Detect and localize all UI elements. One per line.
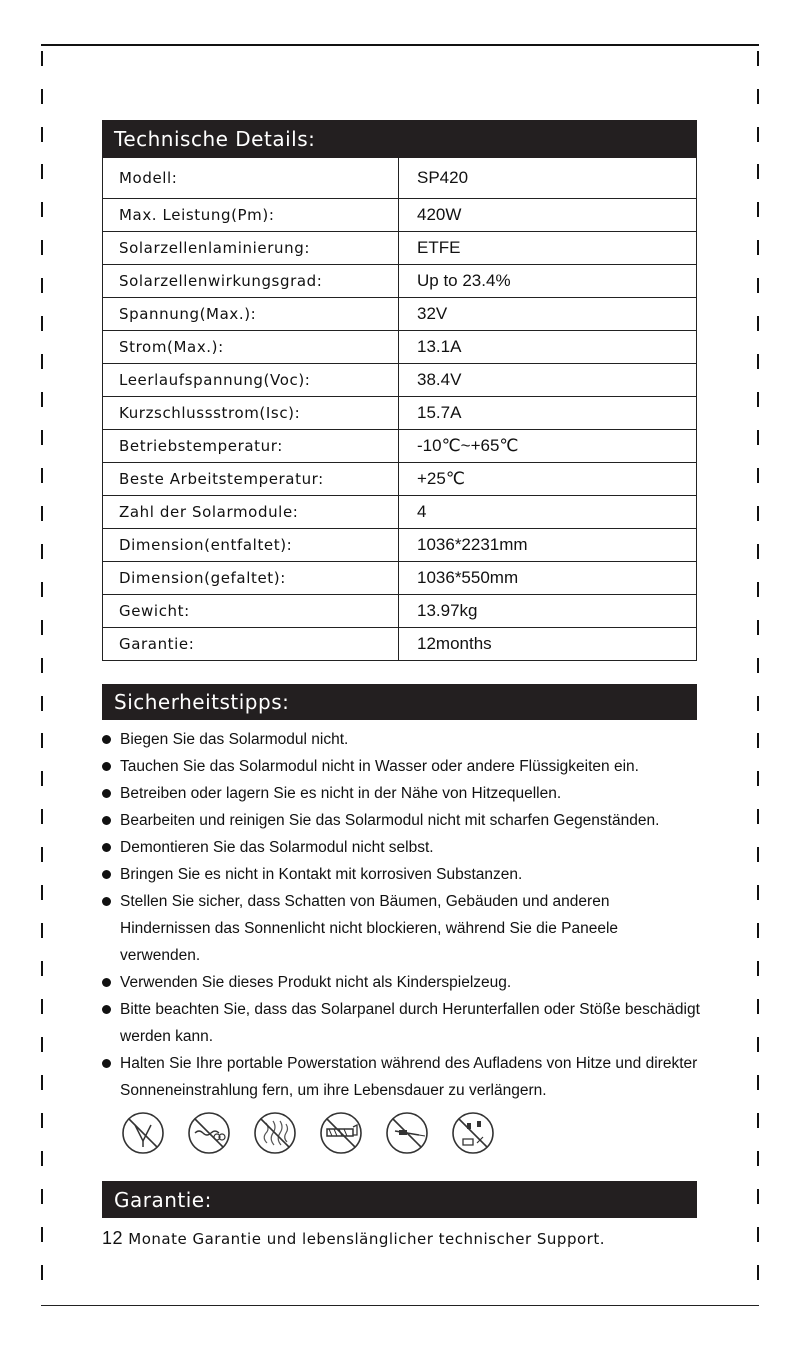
spec-value: Up to 23.4% bbox=[399, 265, 697, 298]
spec-label: Dimension(gefaltet): bbox=[103, 562, 399, 595]
spec-value: 13.1A bbox=[399, 331, 697, 364]
spec-label: Beste Arbeitstemperatur: bbox=[103, 463, 399, 496]
spec-table bbox=[102, 158, 697, 661]
margin-tick bbox=[41, 89, 43, 104]
safety-tips-header bbox=[102, 684, 697, 720]
spec-value: 12months bbox=[399, 628, 697, 661]
spec-value: 38.4V bbox=[399, 364, 697, 397]
margin-tick bbox=[757, 885, 759, 900]
safety-tips-title: Sicherheitstipps: bbox=[114, 690, 290, 714]
margin-tick bbox=[757, 278, 759, 293]
margin-tick bbox=[757, 316, 759, 331]
spec-row bbox=[103, 562, 697, 595]
spec-value: 4 bbox=[399, 496, 697, 529]
safety-tip-item: Demontieren Sie das Solarmodul nicht selbst. bbox=[102, 834, 702, 861]
spec-row bbox=[103, 265, 697, 298]
margin-tick bbox=[757, 164, 759, 179]
margin-tick bbox=[757, 1189, 759, 1204]
spec-row bbox=[103, 199, 697, 232]
margin-tick bbox=[41, 885, 43, 900]
margin-tick bbox=[41, 1265, 43, 1280]
margin-tick bbox=[41, 316, 43, 331]
margin-tick bbox=[757, 658, 759, 673]
margin-tick bbox=[757, 1151, 759, 1166]
margin-tick bbox=[757, 961, 759, 976]
spec-label: Kurzschlussstrom(Isc): bbox=[103, 397, 399, 430]
technical-details-title: Technische Details: bbox=[114, 127, 316, 151]
no-disassembly-icon bbox=[385, 1111, 429, 1155]
top-rule bbox=[41, 44, 759, 46]
spec-value: SP420 bbox=[399, 158, 697, 199]
spec-row bbox=[103, 158, 697, 199]
margin-tick bbox=[757, 51, 759, 66]
safety-tips-list bbox=[102, 726, 702, 1104]
spec-row bbox=[103, 397, 697, 430]
margin-tick bbox=[41, 847, 43, 862]
spec-label: Solarzellenlaminierung: bbox=[103, 232, 399, 265]
spec-row bbox=[103, 430, 697, 463]
margin-tick bbox=[757, 1227, 759, 1242]
margin-tick bbox=[757, 1075, 759, 1090]
spec-row bbox=[103, 298, 697, 331]
margin-tick bbox=[41, 1189, 43, 1204]
spec-value: 13.97kg bbox=[399, 595, 697, 628]
margin-tick bbox=[41, 127, 43, 142]
margin-tick bbox=[41, 809, 43, 824]
margin-tick bbox=[41, 696, 43, 711]
margin-tick bbox=[41, 923, 43, 938]
margin-tick bbox=[757, 202, 759, 217]
spec-row bbox=[103, 529, 697, 562]
no-bending-icon bbox=[121, 1111, 165, 1155]
margin-tick bbox=[757, 1113, 759, 1128]
spec-row bbox=[103, 496, 697, 529]
safety-tip-item: Halten Sie Ihre portable Powerstation während des Aufladens von Hitze und direkter Sonneneinstrahlung fern, um ihre Lebensdauer zu verlängern. bbox=[102, 1050, 702, 1104]
spec-value: -10℃~+65℃ bbox=[399, 430, 697, 463]
safety-tip-item: Stellen Sie sicher, dass Schatten von Bäumen, Gebäuden und anderen Hindernissen das Sonnenlicht nicht blockieren, während Sie die Paneele verwenden. bbox=[102, 888, 702, 969]
safety-tip-item: Biegen Sie das Solarmodul nicht. bbox=[102, 726, 702, 753]
safety-tip-item: Betreiben oder lagern Sie es nicht in der Nähe von Hitzequellen. bbox=[102, 780, 702, 807]
margin-tick bbox=[41, 202, 43, 217]
margin-tick bbox=[41, 733, 43, 748]
margin-tick bbox=[41, 392, 43, 407]
spec-value: 420W bbox=[399, 199, 697, 232]
margin-tick bbox=[757, 468, 759, 483]
margin-tick bbox=[41, 278, 43, 293]
margin-tick bbox=[41, 999, 43, 1014]
warranty-statement bbox=[102, 1228, 605, 1249]
margin-tick bbox=[757, 771, 759, 786]
spec-value: +25℃ bbox=[399, 463, 697, 496]
margin-tick bbox=[41, 506, 43, 521]
warranty-header bbox=[102, 1181, 697, 1218]
margin-tick bbox=[41, 468, 43, 483]
spec-label: Spannung(Max.): bbox=[103, 298, 399, 331]
warranty-title: Garantie: bbox=[114, 1187, 212, 1212]
margin-tick bbox=[41, 771, 43, 786]
safety-tip-item: Verwenden Sie dieses Produkt nicht als Kinderspielzeug. bbox=[102, 969, 702, 996]
spec-row bbox=[103, 364, 697, 397]
margin-tick bbox=[757, 430, 759, 445]
margin-tick bbox=[41, 620, 43, 635]
margin-tick bbox=[757, 733, 759, 748]
margin-tick bbox=[41, 1227, 43, 1242]
no-water-icon bbox=[187, 1111, 231, 1155]
margin-tick bbox=[41, 1113, 43, 1128]
margin-tick bbox=[757, 127, 759, 142]
margin-tick bbox=[757, 923, 759, 938]
margin-tick bbox=[757, 696, 759, 711]
no-corrosive-icon bbox=[451, 1111, 495, 1155]
margin-tick bbox=[41, 544, 43, 559]
margin-tick bbox=[757, 240, 759, 255]
no-sharp-objects-icon bbox=[319, 1111, 363, 1155]
margin-tick bbox=[41, 354, 43, 369]
margin-tick bbox=[41, 658, 43, 673]
spec-label: Leerlaufspannung(Voc): bbox=[103, 364, 399, 397]
spec-value: 32V bbox=[399, 298, 697, 331]
margin-tick bbox=[41, 582, 43, 597]
margin-tick bbox=[757, 620, 759, 635]
margin-tick bbox=[757, 582, 759, 597]
spec-row bbox=[103, 232, 697, 265]
spec-row bbox=[103, 331, 697, 364]
margin-tick bbox=[41, 1037, 43, 1052]
spec-label: Zahl der Solarmodule: bbox=[103, 496, 399, 529]
bottom-rule bbox=[41, 1305, 759, 1306]
spec-value: 15.7A bbox=[399, 397, 697, 430]
spec-label: Modell: bbox=[103, 158, 399, 199]
spec-row bbox=[103, 463, 697, 496]
margin-tick bbox=[757, 999, 759, 1014]
margin-tick bbox=[757, 544, 759, 559]
margin-tick bbox=[757, 354, 759, 369]
spec-label: Strom(Max.): bbox=[103, 331, 399, 364]
spec-value: 1036*550mm bbox=[399, 562, 697, 595]
margin-tick bbox=[41, 164, 43, 179]
margin-tick bbox=[41, 961, 43, 976]
spec-label: Solarzellenwirkungsgrad: bbox=[103, 265, 399, 298]
margin-tick bbox=[757, 392, 759, 407]
technical-details-header bbox=[102, 120, 697, 158]
margin-tick bbox=[41, 240, 43, 255]
spec-value: 1036*2231mm bbox=[399, 529, 697, 562]
margin-tick bbox=[757, 1265, 759, 1280]
safety-tip-item: Bringen Sie es nicht in Kontakt mit korrosiven Substanzen. bbox=[102, 861, 702, 888]
margin-tick bbox=[41, 1151, 43, 1166]
spec-value: ETFE bbox=[399, 232, 697, 265]
spec-label: Betriebstemperatur: bbox=[103, 430, 399, 463]
margin-tick bbox=[41, 51, 43, 66]
margin-tick bbox=[757, 506, 759, 521]
margin-tick bbox=[41, 430, 43, 445]
spec-label: Dimension(entfaltet): bbox=[103, 529, 399, 562]
safety-tip-item: Tauchen Sie das Solarmodul nicht in Wasser oder andere Flüssigkeiten ein. bbox=[102, 753, 702, 780]
margin-tick bbox=[757, 1037, 759, 1052]
spec-label: Gewicht: bbox=[103, 595, 399, 628]
warranty-statement-text: Monate Garantie und lebenslänglicher technischer Support. bbox=[123, 1230, 605, 1248]
safety-tip-item: Bearbeiten und reinigen Sie das Solarmodul nicht mit scharfen Gegenständen. bbox=[102, 807, 702, 834]
safety-tip-item: Bitte beachten Sie, dass das Solarpanel durch Herunterfallen oder Stöße beschädigt werden kann. bbox=[102, 996, 702, 1050]
warranty-months-number: 12 bbox=[102, 1228, 124, 1248]
margin-tick bbox=[757, 89, 759, 104]
margin-tick bbox=[757, 809, 759, 824]
spec-label: Max. Leistung(Pm): bbox=[103, 199, 399, 232]
spec-row bbox=[103, 595, 697, 628]
spec-row bbox=[103, 628, 697, 661]
no-heat-icon bbox=[253, 1111, 297, 1155]
spec-label: Garantie: bbox=[103, 628, 399, 661]
margin-tick bbox=[41, 1075, 43, 1090]
safety-icons-row bbox=[121, 1111, 495, 1155]
margin-tick bbox=[757, 847, 759, 862]
